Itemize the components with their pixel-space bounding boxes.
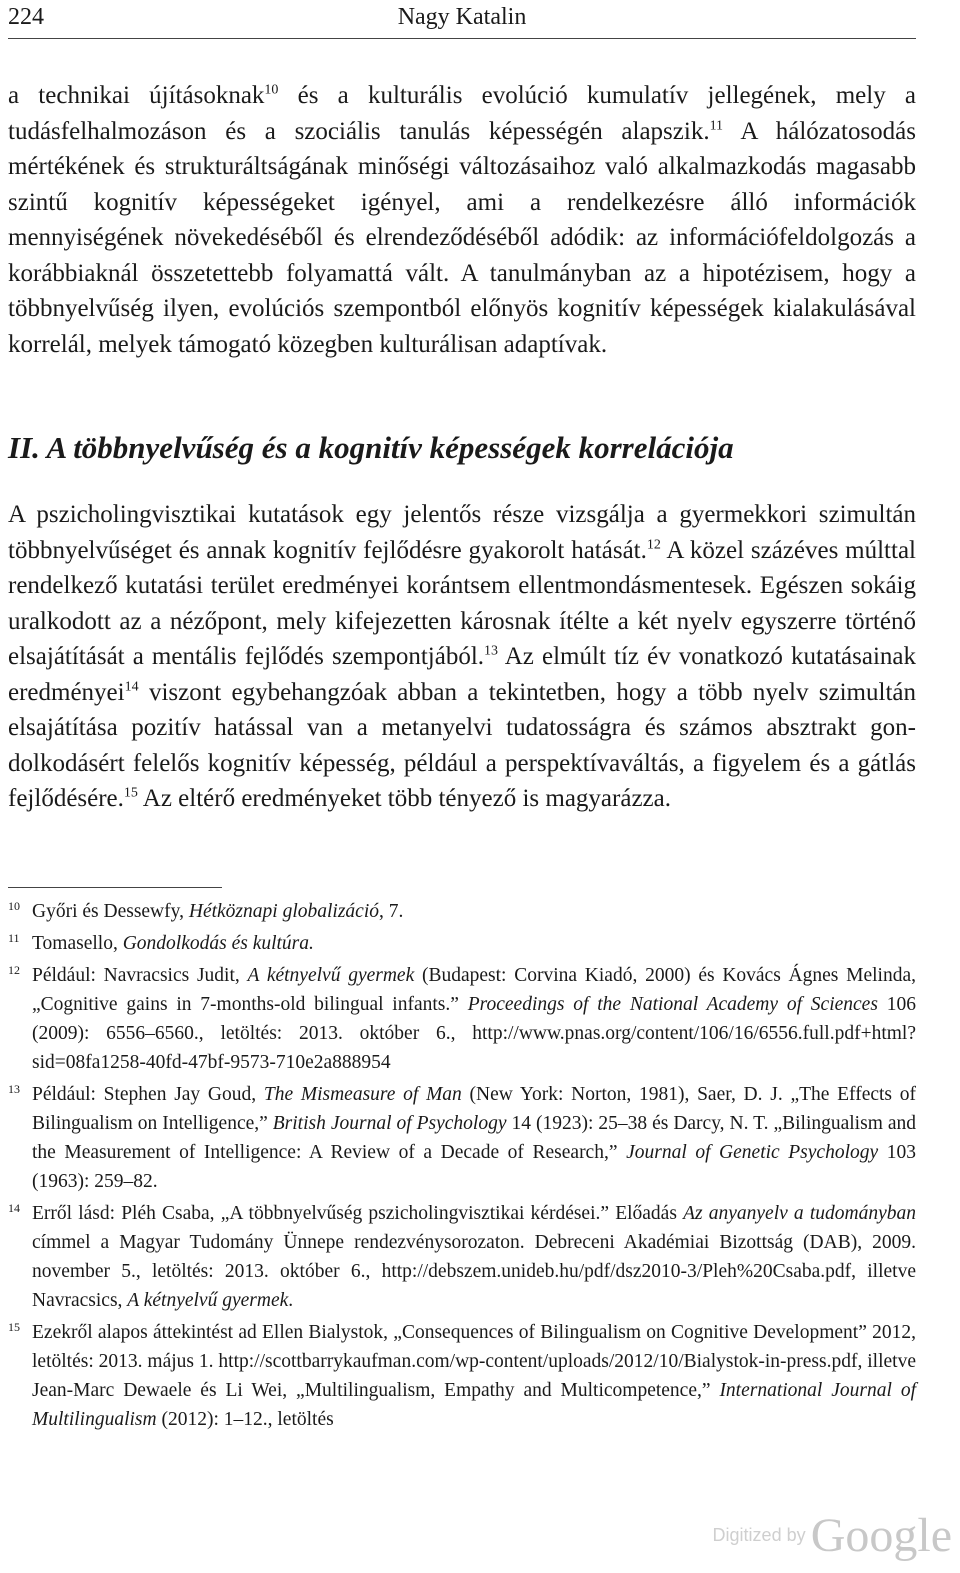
footnote-text: Tomasello, <box>32 933 123 954</box>
footnote-text: (2012): 1–12., letöltés <box>156 1409 334 1430</box>
footnote-journal: Proceedings of the National Academy of Sciences <box>467 994 878 1015</box>
page-number: 224 <box>8 4 44 30</box>
footnote-journal: International Journal of Multilingualism <box>32 1380 916 1430</box>
footnote-text: 106 (2009): 6556–6560., letöltés: 2013. október 6., http://www.pnas.org/content/106/16/6556.full.pdf+html?sid=08fa1258-40fd-47bf-9573-710e2a888954 <box>32 994 916 1073</box>
body-paragraph-1 <box>8 78 916 362</box>
body-text-span: A hálózatosodás mértékének és strukturáltságának minőségi változásaihoz való alkalmazkodás magasabb szintű kognitív képességeket igényel, ami a rendelkezésre álló információk mennyiségének növekedéséből és elrendeződéséből adódik: az információfeldolgozás a korábbiaknál összetettebb folyamattá vált. A tanulmányban az a hipotézisem, hogy a többnyelvűség ilyen, evolúciós szempontból előnyös kognitív képességek kialakulásával korrelál, melyek támogató közegben kulturálisan adaptívak. <box>8 117 916 358</box>
footnote-12 <box>8 961 916 1077</box>
footnote-10 <box>8 897 916 926</box>
footnote-number: 15 <box>8 1320 20 1334</box>
footnote-ref-14[interactable]: 14 <box>124 679 139 695</box>
footnote-title: Hétköznapi globalizáció <box>188 901 379 922</box>
footnote-11 <box>8 929 916 958</box>
footnote-text: Például: Stephen Jay Goud, <box>32 1084 264 1105</box>
digitized-watermark <box>692 1508 952 1568</box>
footnote-ref-12[interactable]: 12 <box>646 537 661 553</box>
footnote-number: 12 <box>8 963 20 977</box>
footnote-title: Az anyanyelv a tudományban <box>683 1203 916 1224</box>
body-text-span: Az elmúlt tíz év vonatkozó kutatásainak eredményei <box>8 643 916 706</box>
footnote-text: Győri és Dessewfy, <box>32 901 189 922</box>
footnote-ref-13[interactable]: 13 <box>484 643 499 659</box>
footnote-divider <box>8 887 222 888</box>
footnote-journal: British Journal of Psychology <box>272 1113 507 1134</box>
body-text-span: viszont egybehangzóak abban a tekintetben, hogy a több nyelv szimultán elsajátítása pozitív hatással van a metanyelvi tudatosságra és számos absztrakt gondolkodásért felelős kognitív képesség, például a perspektívaváltás, a figyelem és a gátlás fejlődésére. <box>8 678 916 812</box>
body-text-span: A pszicholingvisztikai kutatások egy jelentős része vizsgálja a gyermekkori szimultán többnyelvűséget és annak kognitív fejlődésre gyakorolt hatását. <box>8 501 916 564</box>
body-text-span: A közel százéves múlttal rendelkező kutatási terület eredményei korántsem ellentmondásmentesek. Egészen sokáig uralkodott az a nézőpont, mely kifejezetten károsnak ítélte a két nyelv egyszerre történő elsajátítását a mentális fejlődés szempontjából. <box>8 536 916 670</box>
footnote-number: 11 <box>8 931 20 945</box>
footnote-text: 14 (1923): 25–38 és Darcy, N. T. „Bilingualism and the Measurement of Intelligence: A Review of a Decade of Research,” <box>32 1113 916 1163</box>
footnote-number: 14 <box>8 1201 20 1215</box>
footnote-text: (Budapest: Corvina Kiadó, 2000) és Kovács Ágnes Melinda, „Cognitive gains in 7-months-old bilingual infants.” <box>32 965 916 1015</box>
footnote-text: (New York: Norton, 1981), Saer, D. J. „The Effects of Bilingualism on Intelligence,” <box>32 1084 916 1134</box>
footnote-ref-15[interactable]: 15 <box>123 785 138 801</box>
body-paragraph-2 <box>8 497 916 817</box>
footnote-title: A kétnyelvű gyermek <box>247 965 415 986</box>
footnote-journal: Journal of Genetic Psychology <box>626 1142 879 1163</box>
footnote-text: címmel a Magyar Tudomány Ünnepe rendezvénysorozaton. Debreceni Akadémiai Bizottság (DAB), 2009. november 5., letöltés: 2013. október 6., http://debszem.unideb.hu/pdf/dsz2010-3/Pleh%20Csaba.pdf, illetve Navracsics, <box>32 1232 916 1311</box>
footnote-number: 10 <box>8 899 20 913</box>
footnotes <box>8 897 916 1437</box>
footnote-ref-11[interactable]: 11 <box>709 118 724 134</box>
body-text-span: és a kulturális evolúció kumulatív jellegének, mely a tudásfelhalmozáson és a szociális tanulás képességén alapszik. <box>8 82 917 145</box>
body-text-span: Az eltérő eredményeket több tényező is magyarázza. <box>137 785 671 812</box>
footnote-title: The Mismeasure of Man <box>263 1084 462 1105</box>
running-head: Nagy Katalin <box>397 4 527 30</box>
section-heading: II. A többnyelvűség és a kognitív képességek korrelációja <box>8 430 734 465</box>
footnote-text: Például: Navracsics Judit, <box>32 965 248 986</box>
footnote-ref-10[interactable]: 10 <box>264 82 279 98</box>
footnote-text: Ezekről alapos áttekintést ad Ellen Bialystok, „Consequences of Bilingualism on Cognitive Development” 2012, letöltés: 2013. május 1. http://scottbarrykaufman.com/wp-content/uploads/2012/10/Bialystok-in-press.pdf, illetve Jean-Marc Dewaele és Li Wei, „Multilingualism, Empathy and Multicompetence,” <box>32 1322 916 1401</box>
footnote-title: A kétnyelvű gyermek <box>127 1290 289 1311</box>
footnote-text: , 7. <box>378 901 404 922</box>
body-text-span: a technikai újításoknak <box>8 82 265 109</box>
footnote-title: Gondolkodás és kultúra. <box>122 933 314 954</box>
footnote-text: . <box>288 1290 294 1311</box>
footnote-15 <box>8 1318 916 1434</box>
footnote-text: Erről lásd: Pléh Csaba, „A többnyelvűség pszicholingvisztikai kérdései.” Előadás <box>32 1203 684 1224</box>
watermark-logo: Google <box>810 1509 952 1562</box>
footnote-number: 13 <box>8 1082 20 1096</box>
footnote-13 <box>8 1080 916 1196</box>
footnote-14 <box>8 1199 916 1315</box>
watermark-digitized-text: Digitized by <box>712 1525 806 1545</box>
page-header <box>8 2 916 39</box>
footnote-text: 103 (1963): 259–82. <box>32 1142 916 1192</box>
